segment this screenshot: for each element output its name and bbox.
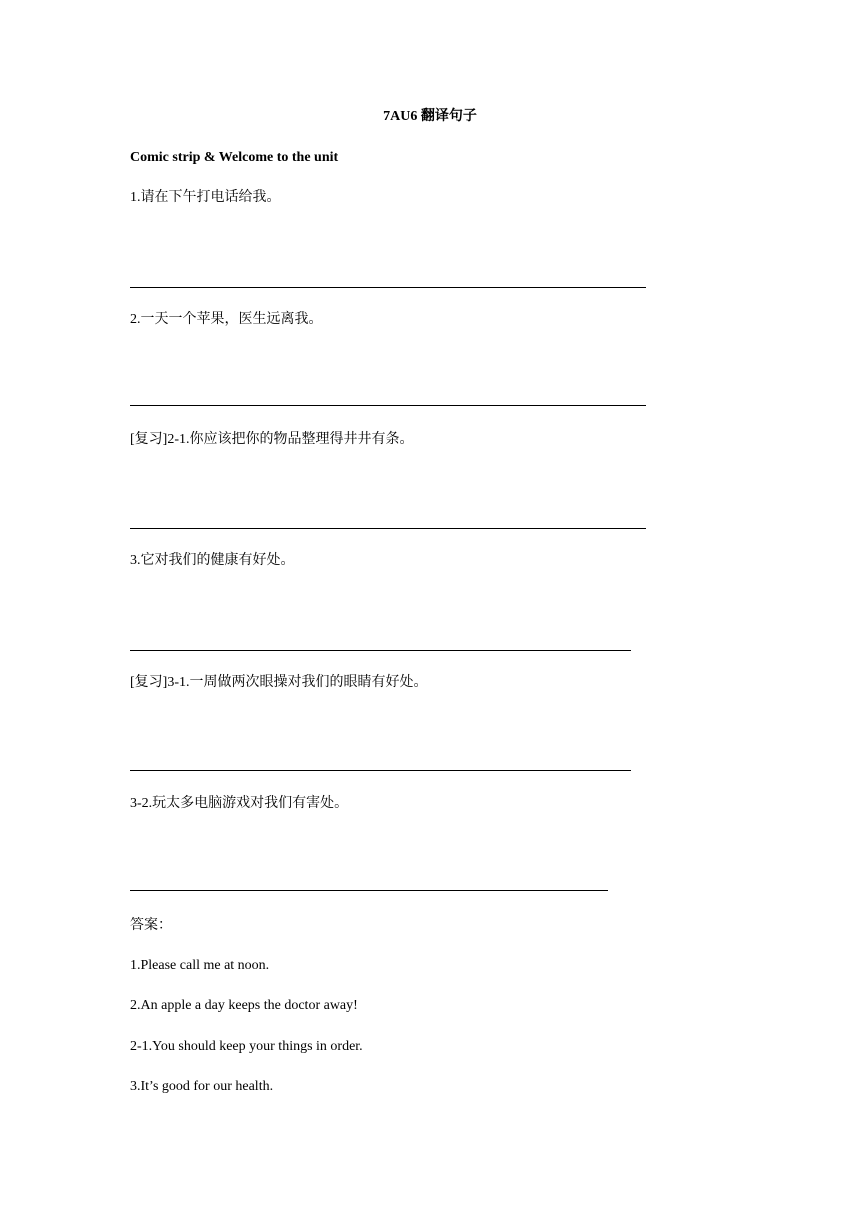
question-2-1: [复习]2-1.你应该把你的物品整理得井井有条。 xyxy=(130,432,414,447)
question-3-2: 3-2.玩太多电脑游戏对我们有害处。 xyxy=(130,796,349,811)
section-heading: Comic strip & Welcome to the unit xyxy=(130,150,339,165)
answer-3: 3.It’s good for our health. xyxy=(130,1079,274,1094)
answer-1: 1.Please call me at noon. xyxy=(130,958,270,973)
question-3-1: [复习]3-1.一周做两次眼操对我们的眼睛有好处。 xyxy=(130,675,428,690)
answer-line-6 xyxy=(130,890,608,891)
answer-label: 答案： xyxy=(130,918,172,933)
answer-2: 2.An apple a day keeps the doctor away! xyxy=(130,998,358,1013)
answer-line-1 xyxy=(130,287,646,288)
document-title: 7AU6 翻译句子 xyxy=(383,109,477,124)
question-3: 3.它对我们的健康有好处。 xyxy=(130,553,295,568)
answer-line-3 xyxy=(130,528,646,529)
question-2: 2.一天一个苹果，医生远离我。 xyxy=(130,312,323,327)
answer-line-5 xyxy=(130,770,631,771)
answer-2-1: 2-1.You should keep your things in order. xyxy=(130,1039,363,1054)
answer-line-4 xyxy=(130,650,631,651)
answer-line-2 xyxy=(130,405,646,406)
question-1: 1.请在下午打电话给我。 xyxy=(130,190,281,205)
